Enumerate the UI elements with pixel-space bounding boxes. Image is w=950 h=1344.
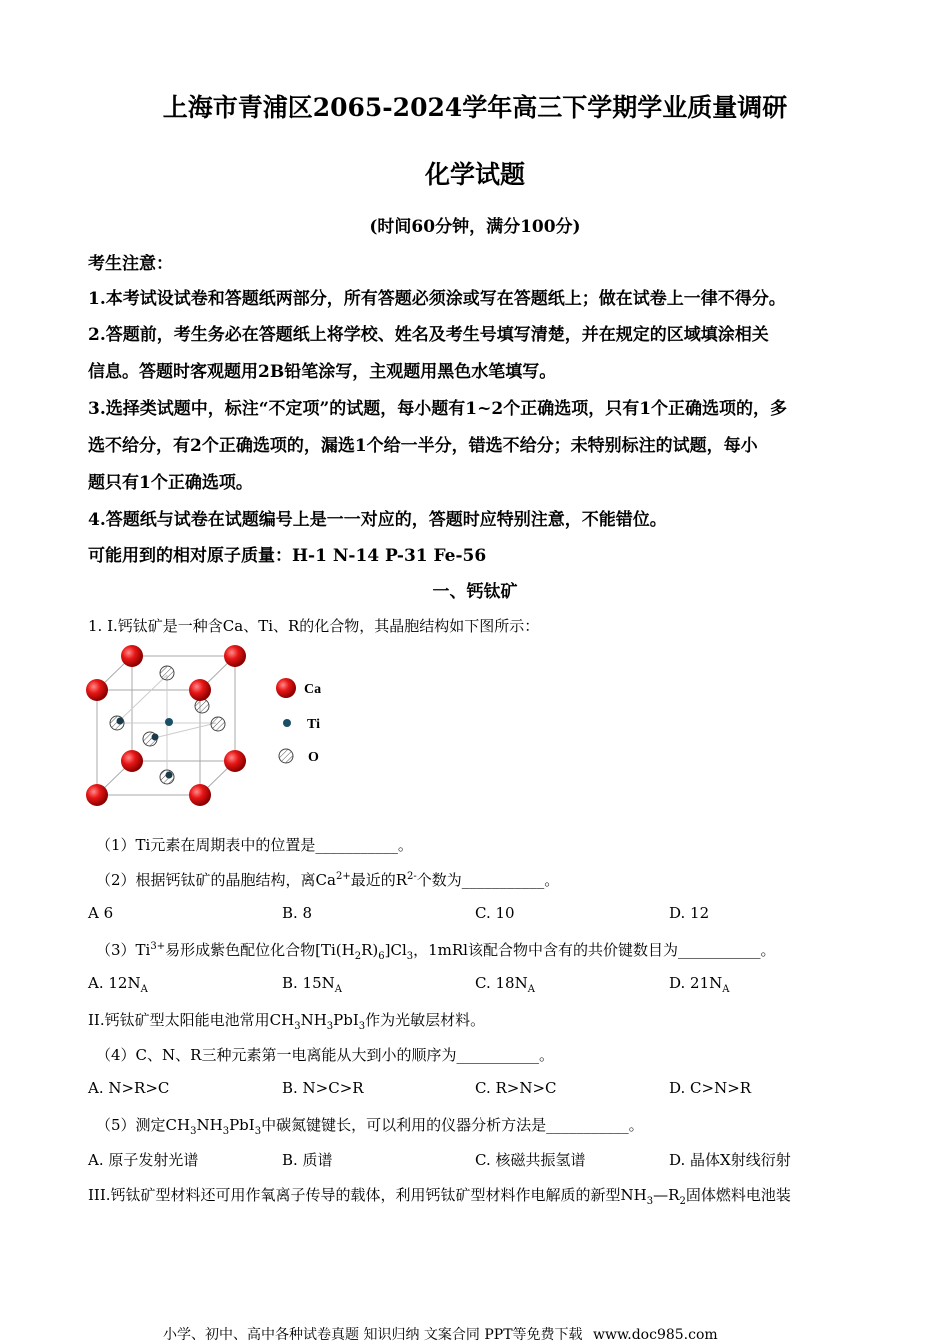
q5-option-a[interactable]: A. 原子发射光谱: [88, 1151, 199, 1169]
q3-option-c[interactable]: C. $18N_A$: [475, 974, 535, 995]
atomic-mass-line: 可能用到的相对原子质量：H-1 N-14 P-31 Fe-56: [88, 546, 487, 566]
q5-option-c[interactable]: C. 核磁共振氢谱: [475, 1151, 586, 1169]
question-1-2: （2）根据钙钛矿的晶胞结构，离$Ca^{2+}$最近的$R^{2-}$个数为___________。: [96, 871, 560, 889]
question-1-5: （5）测定$CH_3NH_3PbI_3$中碳氮键键长，可以利用的仪器分析方法是___________。: [96, 1116, 644, 1137]
q5-option-d[interactable]: D. 晶体X射线衍射: [669, 1151, 791, 1169]
page-footer: [163, 1324, 724, 1344]
calcium-atom: [121, 645, 143, 667]
exam-title: 上海市青浦区2065-2024学年高三下学期学业质量调研: [162, 93, 788, 122]
question-1-intro: 1. I.钙钛矿是一种含Ca、Ti、R的化合物，其晶胞结构如下图所示：: [88, 617, 540, 635]
q2-option-a[interactable]: A 6: [88, 904, 114, 922]
notice-item-3-line-3: 题只有1个正确选项。: [88, 473, 253, 493]
legend-o-label: O: [308, 750, 319, 765]
calcium-atom: [189, 784, 211, 806]
q2-option-c[interactable]: C. 10: [475, 904, 515, 922]
q5-option-b[interactable]: B. 质谱: [282, 1151, 333, 1169]
legend-ca-label: Ca: [304, 682, 322, 697]
calcium-atom: [189, 679, 211, 701]
oxygen-atom: [211, 717, 225, 731]
q3-option-a[interactable]: A. $12N_A$: [88, 974, 148, 995]
legend-ti-label: Ti: [307, 717, 320, 732]
calcium-atom: [224, 645, 246, 667]
q4-option-c[interactable]: C. R>N>C: [475, 1079, 557, 1097]
legend-o-marker: [279, 749, 293, 763]
q3-option-d[interactable]: D. $21N_A$: [669, 974, 730, 995]
titanium-atom: [117, 718, 124, 725]
subject-title: 化学试题: [424, 160, 525, 189]
question-1-3: $(3)Ti^{3+}$易形成紫色配位化合物$[Ti(H_2R)_6]Cl_3$，1mRl该配合物中含有的共价键数目为___________。: [96, 941, 776, 962]
time-note: (时间60分钟，满分100分): [369, 217, 581, 237]
calcium-atom: [121, 750, 143, 772]
question-1-1: （1）Ti元素在周期表中的位置是___________。: [96, 836, 413, 854]
oxygen-atom: [160, 666, 174, 680]
legend: [276, 678, 321, 765]
section-title: 一、钙钛矿: [432, 582, 518, 602]
titanium-atom: [165, 718, 173, 726]
notice-item-2-line-2: 信息。答题时客观题用2B铅笔涂写，主观题用黑色水笔填写。: [88, 362, 557, 382]
q4-option-a[interactable]: A. N>R>C: [88, 1079, 170, 1097]
calcium-atom: [224, 750, 246, 772]
part-2-intro: II.钙钛矿型太阳能电池常用$CH_3NH_3PbI_3$作为光敏层材料。: [88, 1011, 486, 1032]
titanium-atom: [166, 772, 173, 779]
notice-item-3-line-2: 选不给分，有2个正确选项的，漏选1个给一半分，错选不给分；未特别标注的试题，每小: [88, 436, 758, 456]
q4-option-d[interactable]: D. C>N>R: [669, 1079, 752, 1097]
notice-item-1: 1.本考试设试卷和答题纸两部分，所有答题必须涂或写在答题纸上；做在试卷上一律不得分。: [88, 289, 786, 309]
part-3-intro: III.钙钛矿型材料还可用作氧离子传导的载体，利用钙钛矿型材料作电解质的新型$NH_3—R_2$固体燃料电池装: [88, 1186, 791, 1207]
notice-heading: 考生注意：: [88, 254, 173, 274]
footer-url[interactable]: www.doc985.com: [592, 1327, 718, 1343]
q3-option-b[interactable]: B. $15N_A$: [282, 974, 343, 995]
oxygen-atom: [195, 699, 209, 713]
question-1-4: （4）C、N、R三种元素第一电离能从大到小的顺序为___________。: [96, 1046, 554, 1064]
calcium-atom: [86, 679, 108, 701]
q2-option-d[interactable]: D. 12: [669, 904, 710, 922]
q4-option-b[interactable]: B. N>C>R: [282, 1079, 364, 1097]
legend-ti-marker: [283, 719, 291, 727]
notice-item-2-line-1: 2.答题前，考生务必在答题纸上将学校、姓名及考生号填写清楚，并在规定的区域填涂相关: [88, 325, 769, 345]
q2-option-b[interactable]: B. 8: [282, 904, 313, 922]
calcium-atom: [86, 784, 108, 806]
footer-text: 小学、初中、高中各种试卷真题 知识归纳 文案合同 PPT等免费下载: [163, 1327, 583, 1343]
crystal-structure-figure: [80, 640, 340, 815]
notice-item-4: 4.答题纸与试卷在试题编号上是一一对应的，答题时应特别注意，不能错位。: [88, 510, 667, 530]
titanium-atom: [152, 734, 159, 741]
notice-item-3-line-1: 3.选择类试题中，标注“不定项”的试题，每小题有1~2个正确选项，只有1个正确选项的，多: [88, 399, 788, 419]
legend-ca-marker: [276, 678, 296, 698]
